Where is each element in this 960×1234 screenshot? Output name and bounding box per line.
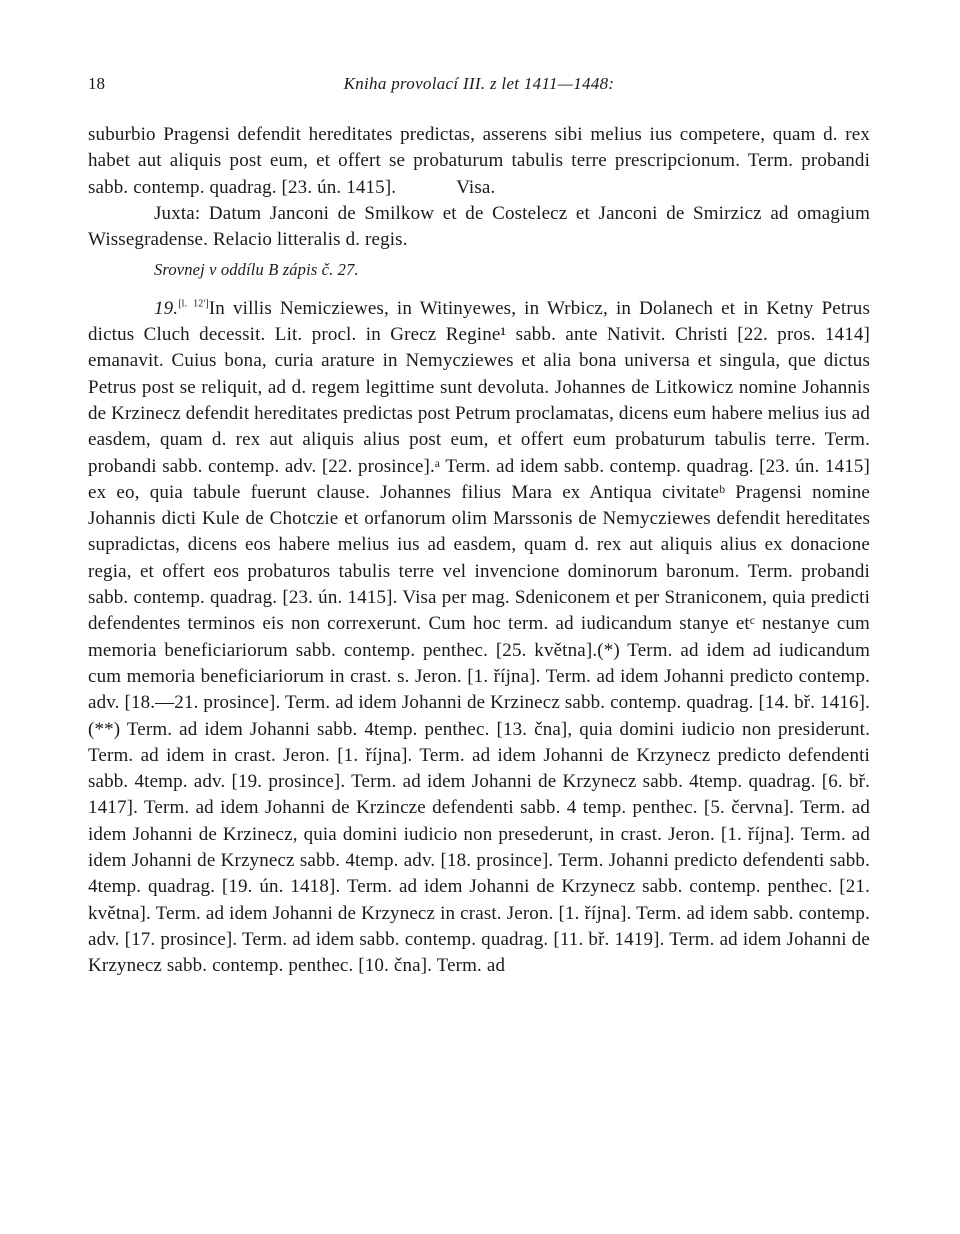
paragraph-continuation (88, 122, 870, 201)
visa-label: Visa. (456, 176, 496, 198)
paragraph-continuation-text: suburbio Pragensi defendit hereditates predictas, asserens sibi melius ius competere, quam d. rex habet aut aliquis post eum, et offert se probaturum tabulis terre prescripcionum. Term. probandi sabb. contemp. quadrag. [23. ún. 1415]. (88, 124, 870, 198)
main-text (88, 122, 870, 980)
entry-text: In villis Nemicziewes, in Witinyewes, in Wrbicz, in Dolanech et in Ketny Petrus dictus Cluch decessit. Lit. procl. in Grecz Regine¹ sabb. ante Nativit. Christi [22. pros. 1414] emanavit. Cuius bona, curia arature in Nemycziewes et alia bona universa et singula, que dictus Petrus post se reliquit, ad d. regem legittime sunt devoluta. Johannes de Litkowicz nomine Johannis de Krzinecz defendit hereditates predictas post Petrum proclamatas, dicens eum habere melius ius ad easdem, quam d. rex aut aliquis alius post eum, et offert eum probaturum tabulis terre. Term. probandi sabb. contemp. adv. [22. prosince].ᵃ Term. ad idem sabb. contemp. quadrag. [23. ún. 1415] ex eo, quia tabule fuerunt clause. Johannes filius Mara ex Antiqua civitateᵇ Pragensi nomine Johannis dicti Kule de Chotczie et orfanorum olim Marssonis de Nemycziewes defendit hereditates supradictas, dicens eos habere melius ius ad easdem, quam d. rex aut aliquis alius ex donacione regia, et offert eos probaturos tabulis terre vel invencione dominorum baronum. Term. probandi sabb. contemp. quadrag. [23. ún. 1415]. Visa per mag. Sdeniconem et per Straniconem, quia predicti defendentes terminos eis non correxerunt. Cum hoc term. ad iudicandum stanye etᶜ nestanye cum memoria beneficiariorum sabb. contemp. penthec. [25. května].(*) Term. ad idem ad iudicandum cum memoria beneficiariorum in crast. s. Jeron. [1. října]. Term. ad idem Johanni predicto contemp. adv. [18.—21. prosince]. Term. ad idem Johanni de Krzinecz sabb. contemp. quadrag. [14. bř. 1416].(**) Term. ad idem Johanni sabb. 4temp. penthec. [13. čna], quia domini iudicio non presiderunt. Term. ad idem in crast. Jeron. [1. října]. Term. ad idem Johanni de Krzynecz predicto defendenti sabb. 4temp. adv. [19. prosince]. Term. ad idem Johanni de Krzynecz sabb. 4temp. quadrag. [6. bř. 1417]. Term. ad idem Johanni de Krzincze defendenti sabb. 4 temp. penthec. [5. června]. Term. ad idem Johanni de Krzinecz, quia domini iudicio non presederunt, in crast. Jeron. [1. října]. Term. ad idem Johanni de Krzynecz sabb. 4temp. adv. [18. prosince]. Term. Johanni predicto defendenti sabb. 4temp. quadrag. [19. ún. 1418]. Term. ad idem Johanni de Krzynecz sabb. contemp. penthec. [21. května]. Term. ad idem Johanni de Krzynecz in crast. Jeron. [1. října]. Term. ad idem sabb. contemp. adv. [17. prosince]. Term. ad idem sabb. contemp. quadrag. [11. bř. 1419]. Term. ad idem Johanni de Krzynecz sabb. contemp. penthec. [10. čna]. Term. ad (88, 297, 870, 977)
folio-marker: [l. 12'] (178, 298, 209, 310)
paragraph-juxta: Juxta: Datum Janconi de Smilkow et de Costelecz et Janconi de Smirzicz ad omagium Wissegradense. Relacio litteralis d. regis. (88, 202, 870, 251)
document-page (88, 0, 870, 1234)
page-number: 18 (88, 74, 105, 93)
entry-19 (88, 296, 870, 980)
entry-number: 19. (154, 297, 179, 319)
cross-reference-note: Srovnej v oddílu B zápis č. 27. (154, 260, 359, 280)
page-header (88, 74, 870, 100)
running-title: Kniha provolací III. z let 1411—1448: (343, 74, 615, 93)
